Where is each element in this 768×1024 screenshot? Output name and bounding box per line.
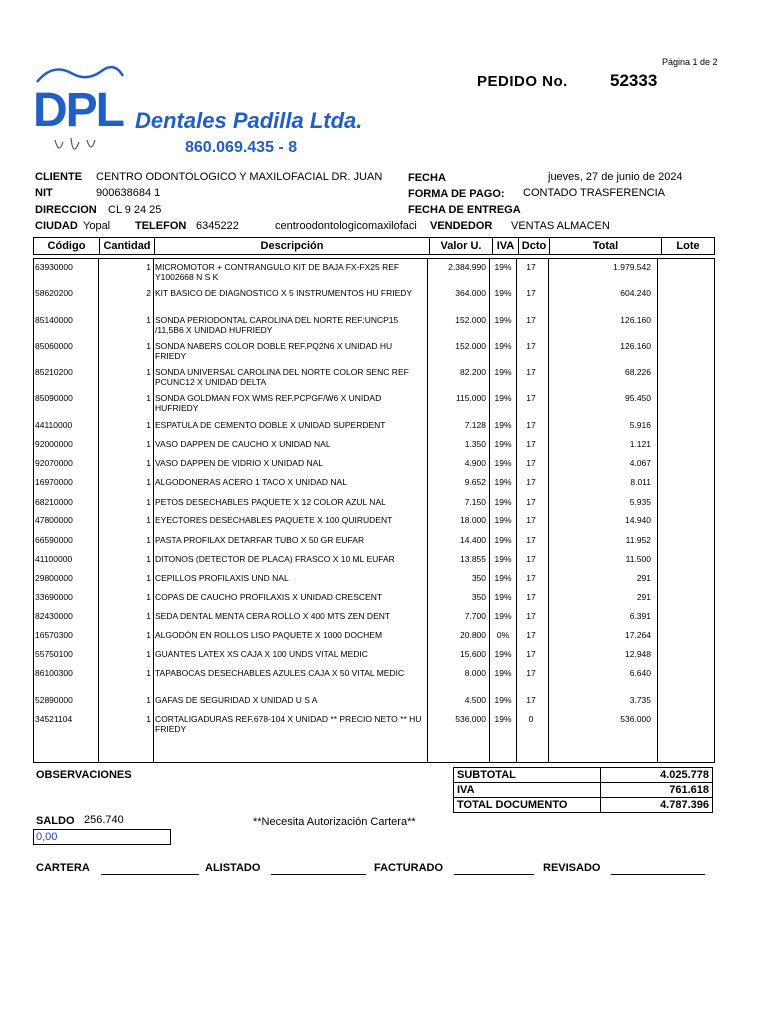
col-dcto: Dcto	[519, 238, 550, 255]
item-unit-price: 152.000	[455, 341, 486, 351]
item-desc: TAPABOCAS DESECHABLES AZULES CAJA X 50 VITAL MEDIC	[155, 668, 405, 678]
item-iva: 19%	[494, 573, 512, 583]
item-iva: 19%	[494, 611, 512, 621]
col-divider	[516, 258, 517, 763]
item-qty: 1	[146, 393, 151, 403]
item-unit-price: 4.900	[464, 458, 486, 468]
item-discount: 0	[528, 714, 534, 724]
company-name: Dentales Padilla Ltda.	[135, 108, 363, 133]
item-desc: VASO DAPPEN DE CAUCHO X UNIDAD NAL	[155, 439, 331, 449]
col-divider	[98, 258, 99, 763]
item-code: 16970000	[35, 477, 73, 487]
item-desc: SEDA DENTAL MENTA CERA ROLLO X 400 MTS ZEN DENT	[155, 611, 391, 621]
item-desc: VASO DAPPEN DE VIDRIO X UNIDAD NAL	[155, 458, 323, 468]
item-iva: 19%	[494, 288, 512, 298]
item-total: 95.450	[625, 393, 651, 403]
item-code: 47800000	[35, 515, 73, 525]
item-total: 4.067	[629, 458, 651, 468]
item-unit-price: 18.000	[460, 515, 486, 525]
item-iva: 19%	[494, 714, 512, 724]
item-qty: 1	[146, 573, 151, 583]
item-qty: 1	[146, 497, 151, 507]
item-iva: 19%	[494, 367, 512, 377]
col-descripcion: Descripción	[155, 238, 430, 255]
logo-tooth-roots	[55, 138, 95, 149]
item-iva: 19%	[494, 439, 512, 449]
total-value: 4.787.396	[601, 798, 713, 813]
nit-label: NIT	[35, 187, 53, 199]
item-discount: 17	[526, 393, 536, 403]
item-qty: 1	[146, 611, 151, 621]
item-qty: 1	[146, 515, 151, 525]
item-iva: 19%	[494, 420, 512, 430]
forma-pago-label: FORMA DE PAGO:	[408, 188, 505, 200]
item-qty: 1	[146, 315, 151, 325]
col-divider	[153, 258, 154, 763]
saldo-value: 256.740	[84, 814, 124, 826]
item-qty: 1	[146, 714, 151, 724]
item-unit-price: 82.200	[460, 367, 486, 377]
sig-cartera-label: CARTERA	[36, 862, 90, 874]
item-total: 126.160	[620, 315, 651, 325]
item-code: 55750100	[35, 649, 73, 659]
item-iva: 19%	[494, 341, 512, 351]
item-total: 11.500	[625, 554, 651, 564]
page-number: Página 1 de 2	[662, 57, 718, 67]
item-code: 44110000	[35, 420, 73, 430]
sig-revisado-line	[611, 874, 705, 875]
item-code: 92000000	[35, 439, 73, 449]
item-code: 85140000	[35, 315, 73, 325]
sig-facturado-line	[454, 874, 534, 875]
item-qty: 1	[146, 477, 151, 487]
item-desc: COPAS DE CAUCHO PROFILAXIS X UNIDAD CRESCENT	[155, 592, 383, 602]
col-total: Total	[550, 238, 662, 255]
observaciones-label: OBSERVACIONES	[36, 769, 132, 781]
cliente-value: CENTRO ODONTOLOGICO Y MAXILOFACIAL DR. JUAN	[96, 171, 383, 183]
item-code: 41100000	[35, 554, 73, 564]
item-total: 536.000	[620, 714, 651, 724]
item-qty: 1	[146, 668, 151, 678]
item-iva: 19%	[494, 515, 512, 525]
totals-table	[453, 767, 713, 813]
item-discount: 17	[526, 611, 536, 621]
col-valor-u: Valor U.	[430, 238, 493, 255]
item-code: 68210000	[35, 497, 73, 507]
item-code: 66590000	[35, 535, 73, 545]
item-desc: PASTA PROFILAX DETARFAR TUBO X 50 GR EUFAR	[155, 535, 365, 545]
item-unit-price: 13.855	[460, 554, 486, 564]
item-unit-price: 350	[471, 573, 486, 583]
item-desc: ESPATULA DE CEMENTO DOBLE X UNIDAD SUPERDENT	[155, 420, 386, 430]
fecha-value: jueves, 27 de junio de 2024	[548, 171, 683, 183]
item-iva: 19%	[494, 393, 512, 403]
col-iva: IVA	[493, 238, 519, 255]
item-desc: SONDA PERIODONTAL CAROLINA DEL NORTE REF:UNCP15 /11,5B6 X UNIDAD HUFRIEDY	[155, 315, 399, 335]
item-desc: KIT BASICO DE DIAGNOSTICO X 5 INSTRUMENTOS HU FRIEDY	[155, 288, 413, 298]
iva-value: 761.618	[601, 783, 713, 798]
forma-pago-value: CONTADO TRASFERENCIA	[523, 187, 665, 199]
item-discount: 17	[526, 477, 536, 487]
item-code: 92070000	[35, 458, 73, 468]
item-unit-price: 2.384.990	[448, 262, 486, 272]
item-discount: 17	[526, 262, 536, 272]
item-unit-price: 7.128	[464, 420, 486, 430]
item-desc: PETOS DESECHABLES PAQUETE X 12 COLOR AZUL NAL	[155, 497, 386, 507]
item-discount: 17	[526, 535, 536, 545]
item-total: 3.735	[629, 695, 651, 705]
item-code: 29800000	[35, 573, 73, 583]
col-divider	[657, 258, 658, 763]
col-divider	[489, 258, 490, 763]
item-qty: 1	[146, 367, 151, 377]
item-discount: 17	[526, 315, 536, 325]
item-total: 68.226	[625, 367, 651, 377]
item-discount: 17	[526, 420, 536, 430]
saldo-label: SALDO	[36, 815, 75, 827]
item-desc: SONDA GOLDMAN FOX WMS REF.PCPGF/W6 X UNIDAD HUFRIEDY	[155, 393, 382, 413]
col-divider	[427, 258, 428, 763]
item-total: 604.240	[620, 288, 651, 298]
item-qty: 1	[146, 439, 151, 449]
item-discount: 17	[526, 630, 536, 640]
item-total: 1.979.542	[613, 262, 651, 272]
item-total: 5.935	[629, 497, 651, 507]
item-qty: 1	[146, 458, 151, 468]
item-code: 82430000	[35, 611, 73, 621]
item-discount: 17	[526, 341, 536, 351]
item-code: 85090000	[35, 393, 73, 403]
sig-alistado-label: ALISTADO	[205, 862, 261, 874]
item-unit-price: 115.000	[455, 393, 486, 403]
ciudad-label: CIUDAD	[35, 220, 78, 232]
item-unit-price: 152.000	[455, 315, 486, 325]
item-code: 58620200	[35, 288, 73, 298]
company-logo	[33, 60, 378, 165]
item-desc: MICROMOTOR + CONTRANGULO KIT DE BAJA FX-FX25 REF Y1002668 N S K	[155, 262, 400, 282]
item-desc: GUANTES LATEX XS CAJA X 100 UNDS VITAL MEDIC	[155, 649, 368, 659]
item-total: 17.264	[625, 630, 651, 640]
item-iva: 19%	[494, 497, 512, 507]
item-iva: 19%	[494, 477, 512, 487]
item-desc: ALGODONERAS ACERO 1 TACO X UNIDAD NAL	[155, 477, 347, 487]
col-lote: Lote	[662, 238, 715, 255]
item-unit-price: 350	[471, 592, 486, 602]
item-qty: 1	[146, 554, 151, 564]
item-code: 16570300	[35, 630, 73, 640]
item-qty: 1	[146, 592, 151, 602]
item-iva: 19%	[494, 458, 512, 468]
sig-facturado-label: FACTURADO	[374, 862, 444, 874]
item-iva: 19%	[494, 649, 512, 659]
direccion-value: CL 9 24 25	[108, 204, 162, 216]
item-iva: 19%	[494, 554, 512, 564]
item-desc: SONDA NABERS COLOR DOBLE REF.PQ2N6 X UNIDAD HU FRIEDY	[155, 341, 393, 361]
item-total: 1.121	[629, 439, 651, 449]
item-total: 8.011	[630, 477, 651, 487]
sig-cartera-line	[101, 874, 199, 875]
item-discount: 17	[526, 695, 536, 705]
cliente-label: CLIENTE	[35, 171, 83, 183]
item-discount: 17	[526, 592, 536, 602]
iva-label: IVA	[454, 783, 601, 798]
telefon-label: TELEFON	[135, 220, 187, 232]
item-code: 85210200	[35, 367, 73, 377]
item-iva: 19%	[494, 695, 512, 705]
saldo-input[interactable]: 0,00	[33, 829, 171, 845]
item-qty: 1	[146, 262, 151, 272]
item-unit-price: 20.800	[460, 630, 486, 640]
nit-value: 900638684 1	[96, 187, 161, 199]
item-desc: SONDA UNIVERSAL CAROLINA DEL NORTE COLOR SENC REF PCUNC12 X UNIDAD DELTA	[155, 367, 409, 387]
item-discount: 17	[526, 439, 536, 449]
item-qty: 1	[146, 420, 151, 430]
col-divider	[548, 258, 549, 763]
item-code: 34521104	[35, 714, 73, 724]
subtotal-value: 4.025.778	[601, 768, 713, 783]
subtotal-label: SUBTOTAL	[454, 768, 601, 783]
item-unit-price: 8.000	[464, 668, 486, 678]
item-code: 85060000	[35, 341, 73, 351]
vendedor-value: VENTAS ALMACEN	[511, 220, 610, 232]
telefon-value: 6345222	[196, 220, 239, 232]
pedido-label: PEDIDO No.	[477, 73, 568, 90]
fecha-entrega-label: FECHA DE ENTREGA	[408, 204, 521, 216]
items-header	[33, 237, 715, 255]
item-unit-price: 1.350	[464, 439, 486, 449]
item-iva: 19%	[494, 592, 512, 602]
vendedor-label: VENDEDOR	[430, 220, 493, 232]
item-total: 6.640	[629, 668, 651, 678]
item-qty: 1	[146, 341, 151, 351]
item-desc: ALGODÓN EN ROLLOS LISO PAQUETE X 1000 DOCHEM	[155, 630, 383, 640]
item-discount: 17	[526, 458, 536, 468]
item-desc: EYECTORES DESECHABLES PAQUETE X 100 QUIRUDENT	[155, 515, 393, 525]
fecha-label: FECHA	[408, 172, 446, 184]
direccion-label: DIRECCION	[35, 204, 97, 216]
logo-monogram: DPL	[33, 84, 123, 137]
item-qty: 2	[146, 288, 151, 298]
item-discount: 17	[526, 649, 536, 659]
item-discount: 17	[526, 515, 536, 525]
item-code: 52890000	[35, 695, 73, 705]
item-total: 5.916	[629, 420, 651, 430]
item-unit-price: 14.400	[460, 535, 486, 545]
item-discount: 17	[526, 288, 536, 298]
sig-alistado-line	[271, 874, 366, 875]
item-code: 33690000	[35, 592, 73, 602]
item-unit-price: 7.150	[464, 497, 486, 507]
item-qty: 1	[146, 649, 151, 659]
item-desc: CORTALIGADURAS REF.678-104 X UNIDAD ** PRECIO NETO ** HU FRIEDY	[155, 714, 422, 734]
item-discount: 17	[526, 554, 536, 564]
item-total: 6.391	[629, 611, 651, 621]
item-unit-price: 15.600	[460, 649, 486, 659]
item-unit-price: 364.000	[455, 288, 486, 298]
item-total: 126.160	[620, 341, 651, 351]
email-value: centroodontologicomaxilofaci	[275, 220, 417, 232]
item-discount: 17	[526, 668, 536, 678]
item-qty: 1	[146, 535, 151, 545]
item-code: 63930000	[35, 262, 73, 272]
item-unit-price: 9.652	[464, 477, 486, 487]
logo-tooth-arc	[37, 67, 123, 82]
sig-revisado-label: REVISADO	[543, 862, 601, 874]
authorization-note: **Necesita Autorización Cartera**	[253, 816, 416, 828]
item-total: 291	[636, 573, 651, 583]
col-codigo: Código	[34, 238, 100, 255]
item-code: 86100300	[35, 668, 73, 678]
item-unit-price: 4.500	[464, 695, 486, 705]
item-unit-price: 7.700	[464, 611, 486, 621]
item-discount: 17	[526, 497, 536, 507]
item-total: 11.952	[625, 535, 651, 545]
company-nit: 860.069.435 - 8	[185, 139, 298, 156]
item-total: 291	[636, 592, 651, 602]
item-iva: 19%	[494, 535, 512, 545]
item-qty: 1	[146, 695, 151, 705]
item-iva: 19%	[494, 262, 512, 272]
item-total: 14.940	[625, 515, 651, 525]
item-iva: 0%	[496, 630, 510, 640]
col-cantidad: Cantidad	[100, 238, 155, 255]
pedido-number: 52333	[610, 71, 658, 90]
total-label: TOTAL DOCUMENTO	[454, 798, 601, 813]
item-qty: 1	[146, 630, 151, 640]
item-desc: CEPILLOS PROFILAXIS UND NAL	[155, 573, 289, 583]
item-iva: 19%	[494, 315, 512, 325]
item-desc: DITONOS (DETECTOR DE PLACA) FRASCO X 10 ML EUFAR	[155, 554, 395, 564]
ciudad-value: Yopal	[83, 220, 111, 232]
item-total: 12.948	[625, 649, 651, 659]
item-discount: 17	[526, 367, 536, 377]
item-desc: GAFAS DE SEGURIDAD X UNIDAD U S A	[155, 695, 318, 705]
item-discount: 17	[526, 573, 536, 583]
item-unit-price: 536.000	[455, 714, 486, 724]
item-iva: 19%	[494, 668, 512, 678]
